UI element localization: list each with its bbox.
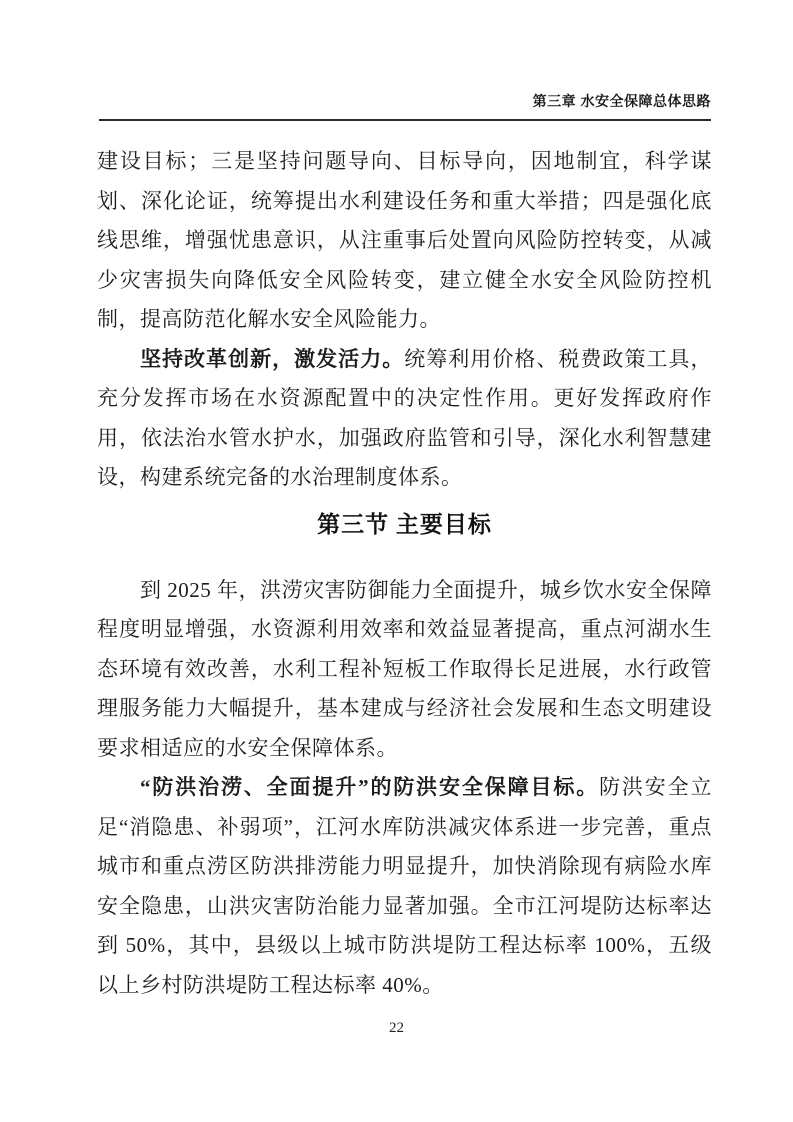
document-body [97, 142, 712, 1005]
paragraph [97, 142, 712, 340]
section-intro-paragraphs [97, 142, 712, 498]
section-goal-paragraphs [97, 571, 712, 1006]
paragraph [97, 768, 712, 1005]
body-text: 统筹利用价格、税费政策工具，充分发挥市场在水资源配置中的决定性作用。更好发挥政府作用，依法治水管水护水，加强政府监管和引导，深化水利智慧建设，构建系统完备的水治理制度体系。 [97, 346, 713, 489]
page-footer [0, 1019, 793, 1037]
emphasis-text: 坚持改革创新，激发活力。 [140, 346, 405, 371]
page-header [99, 91, 711, 121]
paragraph [97, 571, 712, 769]
body-text: 防洪安全立足“消隐患、补弱项”，江河水库防洪减灾体系进一步完善，重点城市和重点涝区防洪排涝能力明显提升，加快消除现有病险水库安全隐患，山洪灾害防治能力显著加强。全市江河堤防达标率达到 50%，其中，县级以上城市防洪堤防工程达标率 100%，五级以上乡村防洪堤防工程达标率 40%。 [97, 775, 713, 997]
page-number: 22 [389, 1020, 404, 1036]
body-text: 到 2025 年，洪涝灾害防御能力全面提升，城乡饮水安全保障程度明显增强，水资源利用效率和效益显著提高，重点河湖水生态环境有效改善，水利工程补短板工作取得长足进展，水行政管理服务能力大幅提升，基本建成与经济社会发展和生态文明建设要求相适应的水安全保障体系。 [97, 577, 712, 760]
header-rule [99, 119, 711, 121]
paragraph [97, 340, 712, 498]
section-heading: 第三节 主要目标 [317, 511, 492, 537]
body-text: 建设目标；三是坚持问题导向、目标导向，因地制宜，科学谋划、深化论证，统筹提出水利建设任务和重大举措；四是强化底线思维，增强忧患意识，从注重事后处置向风险防控转变，从减少灾害损失向降低安全风险转变，建立健全水安全风险防控机制，提高防范化解水安全风险能力。 [97, 149, 712, 331]
running-head-chapter-title: 第三章 水安全保障总体思路 [532, 93, 711, 109]
emphasis-text: “防洪治涝、全面提升”的防洪安全保障目标。 [140, 775, 600, 799]
